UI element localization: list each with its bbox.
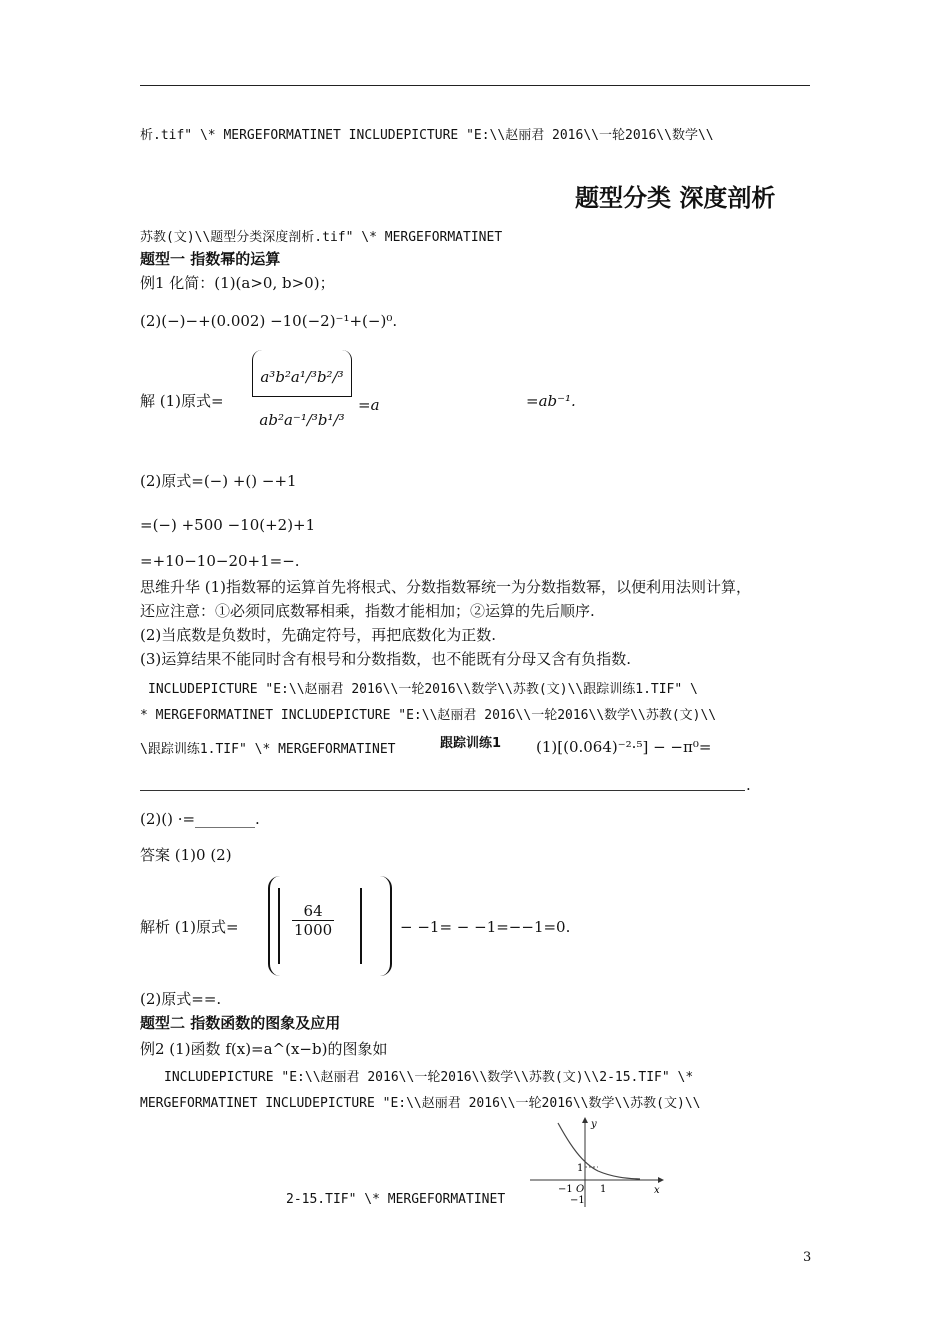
graph-xtick-neg1: −1 [558,1184,573,1195]
graph-y-label: y [591,1119,597,1130]
solution-label: 解 (1)原式= [140,392,224,410]
thinking-line3: (2)当底数是负数时，先确定符号，再把底数化为正数. [140,626,497,644]
include-line-6: 2-15.TIF" \* MERGEFORMATINET [286,1192,506,1207]
graph-y-arrow [582,1117,588,1123]
include-line-5: MERGEFORMATINET INCLUDEPICTURE "E:\\赵丽君 2016\\一轮2016\\数学\\苏教(文)\\ [140,1096,701,1111]
track-question-1: (1)[(0.064)⁻²·⁵] − −π⁰= [536,738,712,756]
solution1-fraction [252,350,352,429]
graph-curve [558,1123,640,1179]
analysis-part2: (2)原式==. [140,990,222,1008]
section-banner: 题型分类 深度剖析 [575,184,776,212]
solution2-line1: (2)原式=(−) +() −+1 [140,472,297,490]
include-line-2: * MERGEFORMATINET INCLUDEPICTURE "E:\\赵丽君 2016\\一轮2016\\数学\\苏教(文)\\ [140,708,717,723]
header-line-1: 析.tif" \* MERGEFORMATINET INCLUDEPICTURE "E:\\赵丽君 2016\\一轮2016\\数学\\ [140,128,714,143]
graph-ytick-1: 1 [577,1163,584,1174]
include-line-4: INCLUDEPICTURE "E:\\赵丽君 2016\\一轮2016\\数学\\苏教(文)\\2-15.TIF" \* [164,1070,694,1085]
track-training-label: 跟踪训练1 [440,736,502,751]
page-number: 3 [803,1250,812,1265]
include-line-3: \跟踪训练1.TIF" \* MERGEFORMATINET [140,742,396,757]
graph-xtick-1: 1 [600,1184,607,1195]
include-line-1: INCLUDEPICTURE "E:\\赵丽君 2016\\一轮2016\\数学\\苏教(文)\\跟踪训练1.TIF" \ [148,682,698,697]
thinking-line4: (3)运算结果不能同时含有根号和分数指数，也不能既有分母又含有负指数. [140,650,632,668]
example1-part2: (2)(−)−+(0.002) −10(−2)⁻¹+(−)⁰. [140,312,398,330]
thinking-line2: 还应注意：①必须同底数幂相乘，指数才能相加；②运算的先后顺序. [140,602,595,620]
analysis-frac-denominator: 1000 [294,921,333,939]
solution1-numerator: a³b²a¹/³b²/³ [252,350,352,397]
example1-line: 例1 化简：(1)(a>0, b>0)； [140,274,335,292]
type2-title: 题型二 指数函数的图象及应用 [140,1014,341,1032]
graph-x-label: x [654,1185,660,1196]
top-rule [140,85,810,86]
track-question-2: (2)() ·=________. [140,810,260,828]
solution1-result: =ab⁻¹. [526,392,576,410]
graph-x-arrow [658,1177,664,1183]
exponential-graph [530,1115,670,1210]
solution1-denominator: ab²a⁻¹/³b¹/³ [259,411,345,429]
analysis-frac-numerator: 64 [292,902,334,921]
graph-origin-label: O [576,1184,585,1195]
answer-line: 答案 (1)0 (2) [140,846,232,864]
graph-ytick-neg1: −1 [570,1195,585,1206]
thinking-summary: 思维升华 (1)指数幂的运算首先将根式、分数指数幂统一为分数指数幂，以便利用法则计算， [140,578,752,596]
analysis-fraction [292,902,334,939]
type1-title: 题型一 指数幂的运算 [140,250,281,268]
analysis-label: 解析 (1)原式= [140,918,239,936]
solution1-rhs: =a [358,396,380,414]
answer-blank-period: . [746,776,751,794]
example2-line: 例2 (1)函数 f(x)=a^(x−b)的图象如 [140,1040,388,1058]
solution2-line3: =+10−10−20+1=−. [140,552,300,570]
header-line-2: 苏教(文)\\题型分类深度剖析.tif" \* MERGEFORMATINET [140,230,503,245]
answer-blank-line [140,790,745,791]
solution2-line2: =(−) +500 −10(+2)+1 [140,516,316,534]
analysis-rhs: − −1= − −1=−−1=0. [400,918,571,936]
